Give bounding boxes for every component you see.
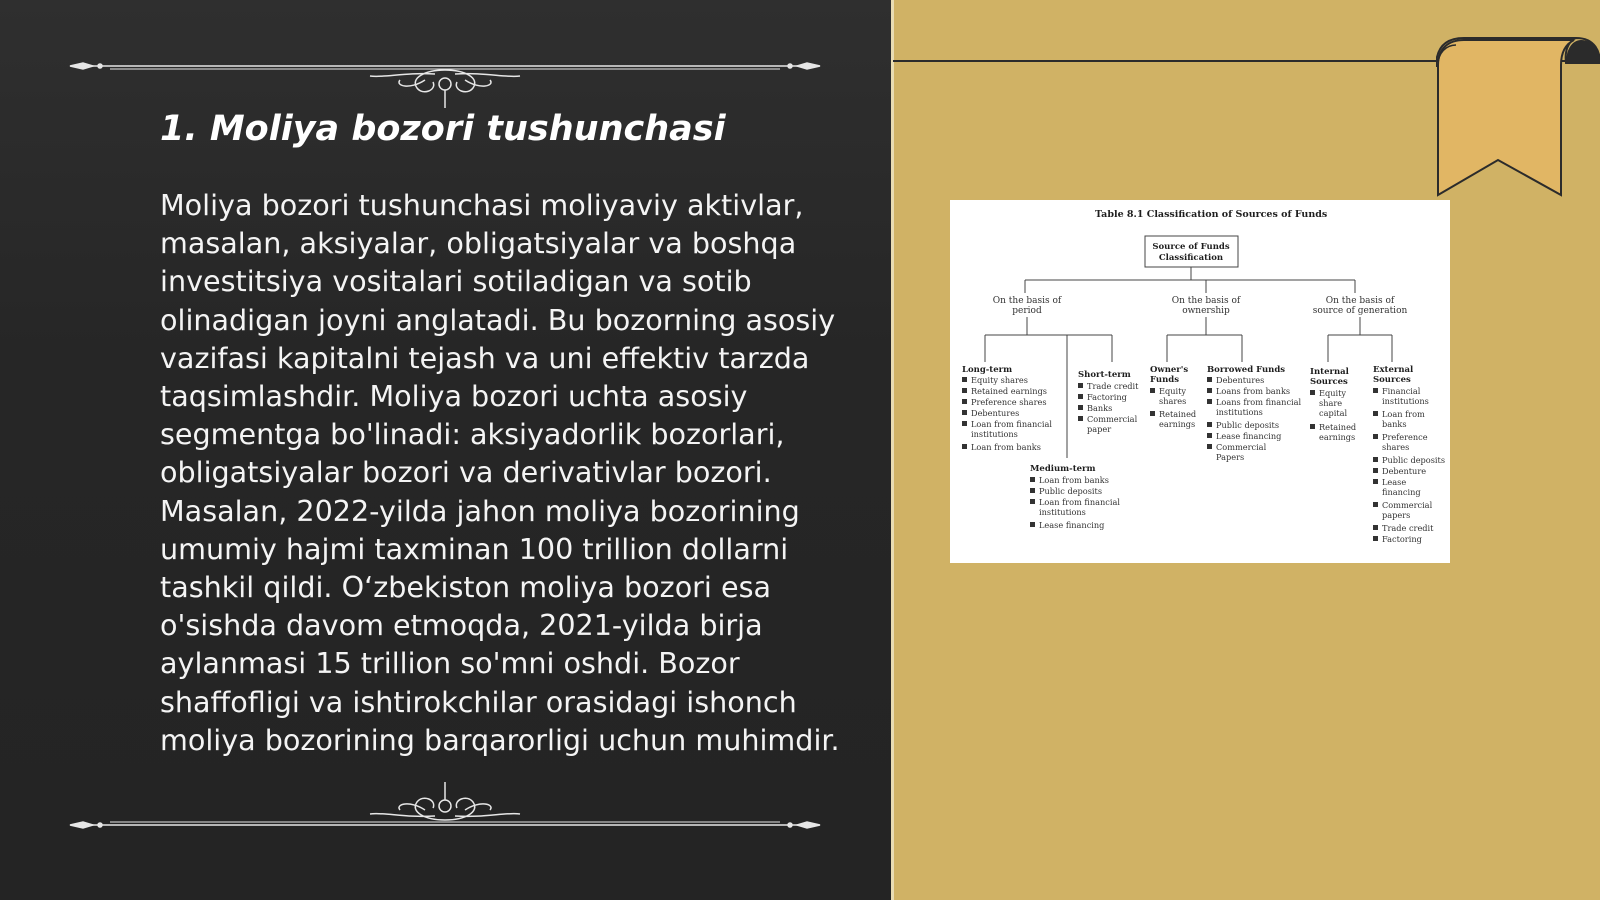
internal-sources-item: capital — [1319, 408, 1348, 418]
medium-term-item: Loan from financial — [1039, 497, 1120, 507]
owners-funds-item: Equity — [1159, 386, 1187, 396]
borrowed-funds-item: Papers — [1216, 452, 1245, 462]
group-long-term — [962, 365, 1052, 452]
borrowed-funds-item: Public deposits — [1216, 420, 1280, 430]
branch-ownership-2: ownership — [1182, 306, 1230, 316]
external-sources-item: Factoring — [1382, 534, 1422, 544]
top-ornament — [65, 50, 825, 110]
borrowed-funds-title: Borrowed Funds — [1207, 365, 1286, 375]
external-sources-item: Preference — [1382, 432, 1428, 442]
root-label-1: Source of Funds — [1152, 242, 1230, 252]
internal-sources-item: Retained — [1319, 422, 1357, 432]
borrowed-funds-item: Loans from financial — [1216, 397, 1302, 407]
external-sources-item: Debenture — [1382, 466, 1427, 476]
internal-sources-item: earnings — [1319, 432, 1356, 442]
borrowed-funds-item: Loans from banks — [1216, 386, 1291, 396]
external-sources-title: External — [1373, 365, 1414, 375]
medium-term-title: Medium-term — [1030, 464, 1096, 474]
owners-funds-item: earnings — [1159, 419, 1196, 429]
borrowed-funds-item: institutions — [1216, 407, 1263, 417]
medium-term-item: Loan from banks — [1039, 475, 1109, 485]
branch-generation-1: On the basis of — [1325, 296, 1395, 306]
branch-period-1: On the basis of — [992, 296, 1062, 306]
external-sources-item: shares — [1382, 442, 1410, 452]
external-sources-item: Commercial — [1382, 500, 1433, 510]
figure-title: Table 8.1 Classification of Sources of Funds — [1095, 209, 1328, 220]
short-term-item: Factoring — [1087, 392, 1127, 402]
internal-sources-item: Equity — [1319, 388, 1347, 398]
external-sources-title: Sources — [1373, 375, 1411, 385]
slide-title: 1. Moliya bozori tushunchasi — [160, 109, 726, 149]
branch-period-2: period — [1012, 306, 1042, 316]
external-sources-item: Loan from — [1382, 409, 1425, 419]
internal-sources-title: Sources — [1310, 377, 1348, 387]
long-term-item: Preference shares — [971, 397, 1047, 407]
long-term-item: Loan from financial — [971, 419, 1052, 429]
internal-sources-title: Internal — [1310, 367, 1349, 377]
short-term-title: Short-term — [1078, 370, 1131, 380]
branch-generation-2: source of generation — [1312, 306, 1408, 316]
group-internal-sources — [1310, 367, 1356, 442]
medium-term-item: Lease financing — [1039, 520, 1105, 530]
external-sources-item: Financial — [1382, 386, 1421, 396]
borrowed-funds-item: Debentures — [1216, 375, 1265, 385]
branch-ownership-1: On the basis of — [1171, 296, 1241, 306]
external-sources-item: banks — [1382, 419, 1407, 429]
owners-funds-title: Owner's — [1150, 365, 1189, 375]
short-term-item: Trade credit — [1087, 381, 1139, 391]
owners-funds-item: Retained — [1159, 409, 1197, 419]
borrowed-funds-item: Commercial — [1216, 442, 1267, 452]
group-external-sources — [1373, 365, 1445, 544]
root-label-2: Classification — [1158, 253, 1224, 263]
long-term-item: Equity shares — [971, 375, 1028, 385]
long-term-item: Retained earnings — [971, 386, 1048, 396]
short-term-item: Banks — [1087, 403, 1113, 413]
external-sources-item: papers — [1382, 510, 1411, 520]
medium-term-item: Public deposits — [1039, 486, 1103, 496]
external-sources-item: institutions — [1382, 396, 1429, 406]
owners-funds-title: Funds — [1150, 375, 1179, 385]
short-term-item: paper — [1087, 424, 1112, 434]
classification-figure — [950, 200, 1450, 563]
body-paragraph: Moliya bozori tushunchasi moliyaviy aktivlar, masalan, aksiyalar, obligatsiyalar va boshqa investitsiya vositalari sotiladigan va sotib olinadigan joyni anglatadi. Bu bozorning asosiy vazifasi kapitalni tejash va uni effektiv tarzda taqsimlashdir. Moliya bozori uchta asosiy segmentga bo'linadi: aksiyadorlik bozorlari, obligatsiyalar bozori va derivativlar bozori. Masalan, 2022-yilda jahon moliya bozorining umumiy hajmi taxminan 100 trillion dollarni tashkil qildi. O‘zbekiston moliya bozori esa o'sishda davom etmoqda, 2021-yilda birja aylanmasi 15 trillion so'mni oshdi. Bozor shaffofligi va ishtirokchilar orasidagi ishonch moliya bozorining barqarorligi uchun muhimdir. — [160, 188, 840, 757]
group-short-term — [1078, 370, 1139, 434]
internal-sources-item: share — [1319, 398, 1343, 408]
group-medium-term — [1030, 464, 1120, 530]
long-term-item: Loan from banks — [971, 442, 1041, 452]
borrowed-funds-item: Lease financing — [1216, 431, 1282, 441]
medium-term-item: institutions — [1039, 507, 1086, 517]
long-term-title: Long-term — [962, 365, 1013, 375]
external-sources-item: financing — [1382, 487, 1421, 497]
group-borrowed-funds — [1207, 365, 1302, 462]
bookmark-ribbon-icon — [1436, 35, 1600, 200]
owners-funds-item: shares — [1159, 396, 1187, 406]
external-sources-item: Lease — [1382, 477, 1407, 487]
long-term-item: institutions — [971, 429, 1018, 439]
external-sources-item: Trade credit — [1382, 523, 1434, 533]
group-owners-funds — [1150, 365, 1196, 429]
panel-divider — [891, 0, 894, 900]
long-term-item: Debentures — [971, 408, 1020, 418]
short-term-item: Commercial — [1087, 414, 1138, 424]
bottom-ornament — [65, 778, 825, 838]
external-sources-item: Public deposits — [1382, 455, 1446, 465]
